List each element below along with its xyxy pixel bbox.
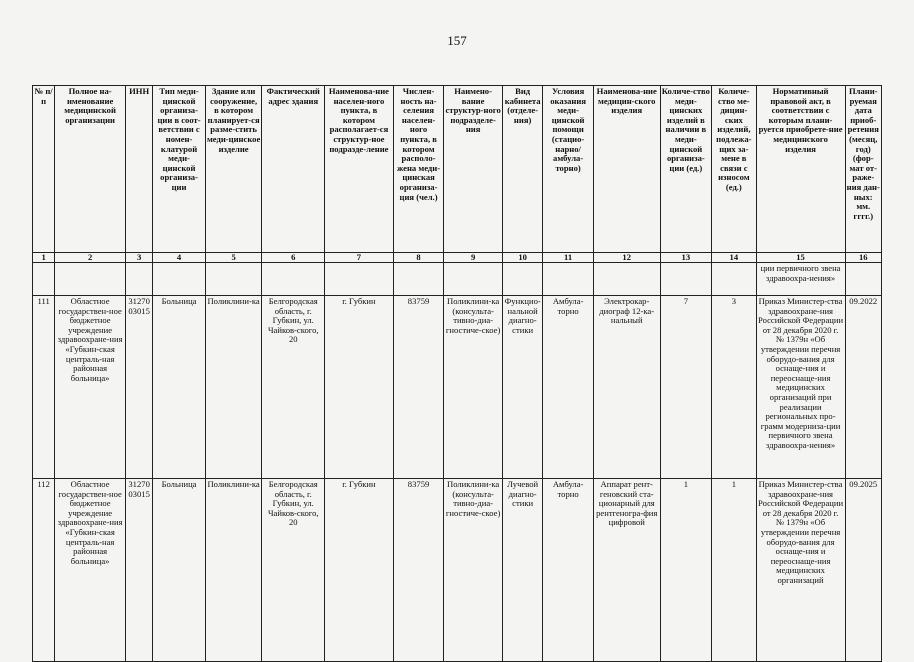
column-header: Наименова-ние медицин-ского изделия — [593, 86, 660, 253]
device-name: Аппарат рент-геновский ста-ционарный для рентгеногра-фия цифровой — [593, 479, 660, 662]
table-row — [33, 479, 882, 662]
column-header: Условия оказания меди-цинской помощи (стацио-нарно/ амбула-торно) — [543, 86, 594, 253]
equipment-table — [32, 85, 882, 662]
column-header: ИНН — [125, 86, 152, 253]
population: 83759 — [393, 479, 444, 662]
cabinet-type: Функцио-нальной диагно-стики — [502, 296, 542, 479]
device-quantity: 7 — [660, 296, 712, 479]
column-number: 9 — [444, 253, 503, 263]
locality: г. Губкин — [325, 479, 394, 662]
device-quantity: 1 — [660, 479, 712, 662]
column-header: Плани-руемая дата приоб-ретения (месяц, год) (фор-мат от-раже-ния дан-ных: мм. гггг.) — [845, 86, 881, 253]
column-number: 4 — [153, 253, 206, 263]
table-row — [33, 296, 882, 479]
column-header: Тип меди-цинской организа-ции в соот-ветствии с номен-клатурой меди-цинской организа-ции — [153, 86, 206, 253]
replace-quantity: 1 — [712, 479, 756, 662]
column-number: 12 — [593, 253, 660, 263]
column-header: Количе-ство меди-цинских изделий в наличии в меди-цинской организа-ции (ед.) — [660, 86, 712, 253]
column-number: 10 — [502, 253, 542, 263]
column-header: Наименова-ние населен-ного пункта, в котором располагает-ся структур-ное подразде-ление — [325, 86, 394, 253]
column-number: 7 — [325, 253, 394, 263]
population: 83759 — [393, 296, 444, 479]
column-header: Вид кабинета (отделе-ния) — [502, 86, 542, 253]
column-number: 3 — [125, 253, 152, 263]
continuation-row — [33, 263, 882, 296]
column-header: Здание или сооружение, в котором планирует-ся разме-стить меди-цинское изделие — [205, 86, 262, 253]
planned-date: 09.2022 — [845, 296, 881, 479]
address: Белгородская область, г. Губкин, ул. Чайков-ского, 20 — [262, 296, 325, 479]
inn: 31270 03015 — [125, 296, 152, 479]
page-number: 157 — [447, 33, 467, 48]
column-header: Фактический адрес здания — [262, 86, 325, 253]
structural-unit: Поликлини-ка (консульта-тивно-диа-гностиче-ское) — [444, 296, 503, 479]
org-name: Областное государствен-ное бюджетное учреждение здравоохране-ния «Губкин-ская централь-ная районная больница» — [55, 479, 126, 662]
legal-act: Приказ Министер-ства здравоохране-ния Российской Федерации от 28 декабря 2020 г. № 1379н «Об утверждении перечня оборудо-вания для оснаще-ния и переоснаще-ния медицинских организаций — [756, 479, 845, 662]
locality: г. Губкин — [325, 296, 394, 479]
care-conditions: Амбула-торно — [543, 296, 594, 479]
org-type: Больница — [153, 479, 206, 662]
org-name: Областное государствен-ное бюджетное учреждение здравоохране-ния «Губкин-ская централь-ная районная больница» — [55, 296, 126, 479]
column-number: 6 — [262, 253, 325, 263]
address: Белгородская область, г. Губкин, ул. Чайков-ского, 20 — [262, 479, 325, 662]
building: Поликлини-ка — [205, 479, 262, 662]
column-number: 13 — [660, 253, 712, 263]
column-header: Количе-ство ме-дицин-ских изделий, подлежа-щих за-мене в связи с износом (ед.) — [712, 86, 756, 253]
device-name: Электрокар-диограф 12-ка-нальный — [593, 296, 660, 479]
column-header: Полное на-именование медицинской организации — [55, 86, 126, 253]
column-header: Нормативный правовой акт, в соответствии с которым плани-руется приобрете-ние медицинского изделия — [756, 86, 845, 253]
column-number: 5 — [205, 253, 262, 263]
inn: 31270 03015 — [125, 479, 152, 662]
replace-quantity: 3 — [712, 296, 756, 479]
planned-date: 09.2025 — [845, 479, 881, 662]
table-header-row — [33, 86, 882, 253]
column-header: Числен-ность на-селения населен-ного пункта, в котором располо-жена меди-цинская организа-ция (чел.) — [393, 86, 444, 253]
column-number: 1 — [33, 253, 55, 263]
column-number: 16 — [845, 253, 881, 263]
column-number: 11 — [543, 253, 594, 263]
row-number: 112 — [33, 479, 55, 662]
org-type: Больница — [153, 296, 206, 479]
column-header: № п/п — [33, 86, 55, 253]
column-number: 8 — [393, 253, 444, 263]
cabinet-type: Лучевой диагно-стики — [502, 479, 542, 662]
column-number: 15 — [756, 253, 845, 263]
continuation-text: ции первичного звена здравоохра-нения» — [756, 263, 845, 296]
legal-act: Приказ Министер-ства здравоохране-ния Российской Федерации от 28 декабря 2020 г. № 1379н «Об утверждении перечня оборудо-вания для оснаще-ния и переоснаще-ния медицинских организаций при реализации региональных про-грамм модерниза-ции первичного звена здравоохра-нения» — [756, 296, 845, 479]
column-header: Наимено-вание структур-ного подразделе-ния — [444, 86, 503, 253]
column-number-row — [33, 253, 882, 263]
row-number: 111 — [33, 296, 55, 479]
building: Поликлини-ка — [205, 296, 262, 479]
column-number: 14 — [712, 253, 756, 263]
column-number: 2 — [55, 253, 126, 263]
structural-unit: Поликлини-ка (консульта-тивно-диа-гностиче-ское) — [444, 479, 503, 662]
care-conditions: Амбула-торно — [543, 479, 594, 662]
